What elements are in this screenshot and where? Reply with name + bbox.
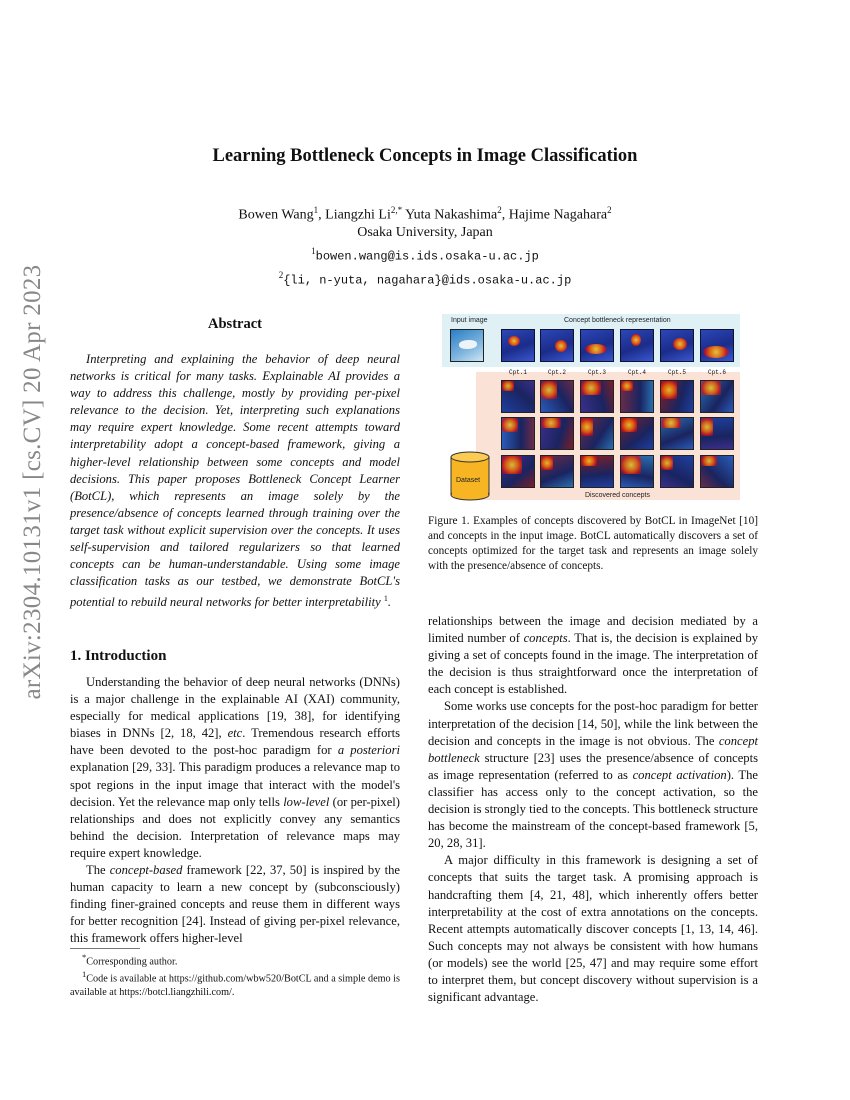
concept-activation-tile [620,329,654,362]
input-image [450,329,484,362]
discovered-label: Discovered concepts [585,492,650,499]
concept-example-tile [580,380,614,413]
code-availability-note: Code is available at https://github.com/wbw520/BotCL and a simple demo is available at https://botcl.liangzhili.com/. [70,973,400,998]
concept-example-tile [660,455,694,488]
dataset-label: Dataset [456,477,481,484]
concept-example-tile [660,417,694,450]
figure-1 [442,314,742,502]
concept-example-tile [700,380,734,413]
concept-activation-tile [700,329,734,362]
concept-activation-tile [580,329,614,362]
concept-activation-tile [660,329,694,362]
concept-example-tile [620,380,654,413]
concept-label: Cpt.1 [509,369,528,376]
email-line-2: $^2${li, n-yuta, nagahara}@ids.osaka-u.ac.jp [278,270,572,288]
corresponding-author-note: Corresponding author. [86,956,178,968]
arxiv-identifier: arXiv:2304.10131v1 [cs.CV] 20 Apr 2023 [19,264,46,700]
concept-example-tile [540,380,574,413]
author-name: Hajime Nagahara [508,207,608,223]
arxiv-sidebar [8,264,58,700]
abstract-heading: Abstract [208,316,262,332]
right-paragraph-1: relationships between the image and decision mediated by a limited number of concepts. That is, the decision is explained by giving a set of concepts found in the image. The interpretation of the decision is thus straightforward once the interpretation of each concept is established. [428,614,758,697]
concept-label: Cpt.4 [628,369,647,376]
concept-label: Cpt.3 [588,369,607,376]
concept-example-tile [501,380,535,413]
introduction-body [70,674,400,948]
author-name: Bowen Wang [238,207,314,223]
email-line-1: $^1$bowen.wang@is.ids.osaka-u.ac.jp [311,245,539,264]
concept-label: Cpt.6 [708,369,727,376]
author-block [0,202,850,290]
figure-caption: Figure 1. Examples of concepts discovered by BotCL in ImageNet [10] and concepts in the input image. BotCL automatically discovers a set of concepts optimized for the target task and represents an image solely with the presence/absence of concepts. [428,515,758,572]
concept-label: Cpt.5 [668,369,687,376]
concept-example-tile [620,455,654,488]
concept-example-tile [540,417,574,450]
paper-title: Learning Bottleneck Concepts in Image Classification [212,146,638,166]
bottleneck-label: Concept bottleneck representation [564,317,671,324]
concept-example-tile [501,455,535,488]
footnotes: *Corresponding author. $^1$Code is available at https://github.com/wbw520/BotCL and a simple demo is available at https://botcl.liangzhili.com/. [70,952,400,998]
concept-activation-tile [540,329,574,362]
dataset-icon [450,451,490,501]
right-paragraph-3: A major difficulty in this framework is designing a set of concepts that suits the target task. A promising approach is handcrafting them [4, 21, 48], which inherently offers better interpretability at the cost of extra annotations on the concepts. Recent attempts automatically discover concepts [1, 13, 14, 46]. Such concepts may not always be consistent with how humans (or models) see the world [25, 47] and may require some effort to interpret them, but concept discovery without supervision is a significant advantage. [428,853,758,1005]
right-paragraph-2: Some works use concepts for the post-hoc paradigm for better interpretation of the decision [14, 50], while the link between the decision and concepts in the image is not obvious. The concept bottleneck structure [23] uses the presence/absence of concepts as image representation (referred to as concept activation). The classifier has access only to the concept activation, so the decision is strongly tied to the concepts. This bottleneck structure has become the mainstream of the concept-based framework [5, 20, 28, 31]. [428,699,759,851]
right-column-body [428,613,758,1006]
concept-example-tile [620,417,654,450]
concept-example-tile [700,455,734,488]
concept-example-tile [540,455,574,488]
concept-activation-tile [501,329,535,362]
input-image-label: Input image [451,317,488,324]
author-name: Liangzhi Li [325,207,391,223]
concept-label: Cpt.2 [548,369,567,376]
introduction-heading: 1. Introduction [70,648,167,664]
concept-example-tile [700,417,734,450]
affiliation: Osaka University, Japan [357,224,493,240]
concept-example-tile [501,417,535,450]
intro-paragraph-2: The concept-based framework [22, 37, 50] is inspired by the human capacity to learn a new concept by (subconsciously) finding finer-grained concepts and reuse them in different ways for better recognition [24]. Instead of giving per-pixel relevance, this framework offers higher-level [70,863,400,946]
abstract-body: Interpreting and explaining the behavior of deep neural networks is critical for many tasks. Explainable AI provides a way to address this challenge, mostly by providing per-pixel relevance to the decision. Yet, interpreting such explanations may require expert knowledge. Some recent attempts toward interpretability adopt a concept-based framework, giving a higher-level relationship between some concepts and model decisions. This paper proposes Bottleneck Concept Learner (BotCL), which represents an image solely by the presence/absence of concepts learned through training over the target task without explicit supervision over the concepts. It uses self-supervision and tailored regularizers so that learned concepts can be human-understandable. Using some image classification tasks as our testbed, we demonstrate BotCL's potential to rebuild neural networks for better interpretability $^1$. [70,352,400,610]
footnote-marker: 1 [383,594,388,604]
concept-example-tile [660,380,694,413]
abstract-text: Interpreting and explaining the behavior of deep neural networks is critical for many tasks. Explainable AI provides a way to address this challenge, mostly by providing per-pixel relevance to the decision. Yet, interpreting such explanations may require expert knowledge. Some recent attempts toward interpretability adopt a concept-based framework, giving a higher-level relationship between some concepts and model decisions. This paper proposes Bottleneck Concept Learner (BotCL), which represents an image solely by the presence/absence of concepts learned through training over the target task without explicit supervision over the concepts. It uses self-supervision and tailored regularizers so that learned concepts can be human-understandable. Using some image classification tasks as our testbed, we demonstrate BotCL's potential to rebuild neural networks for better interpretability [70,352,400,610]
concept-example-tile [580,417,614,450]
concept-example-tile [580,455,614,488]
author-name: Yuta Nakashima [405,207,498,223]
author-list: Bowen Wang$^1$, Liangzhi $Li^{2,*}$ Yuta Nakashima$^2$, Hajime Nagahara$^2$ [238,205,612,223]
intro-paragraph-1: Understanding the behavior of deep neural networks (DNNs) is a major challenge in the explainable AI (XAI) community, especially for medical applications [19, 38], for identifying biases in DNNs [2, 18, 42], etc. Tremendous research efforts have been devoted to the post-hoc paradigm for a posteriori explanation [29, 33]. This paradigm produces a relevance map to spot regions in the input image that interact with the model's decision. Yet the relevance map only tells low-level (or per-pixel) relationships and does not explicitly convey any semantics behind the decision. Interpretation of relevance maps may require expert knowledge. [70,675,400,860]
footnote-rule [70,948,140,949]
